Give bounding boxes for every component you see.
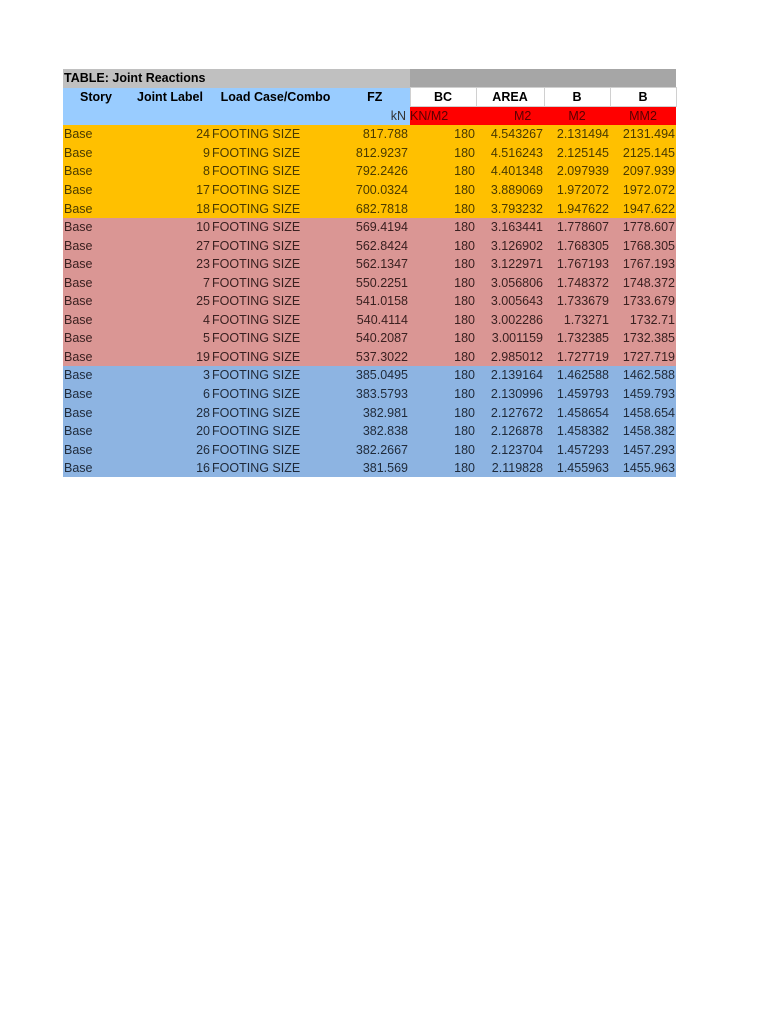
cell-load-case[interactable]: FOOTING SIZE	[211, 162, 340, 181]
cell-b-m[interactable]: 1.457293	[544, 440, 610, 459]
joint-reactions-table	[63, 69, 677, 477]
table-body	[63, 69, 676, 477]
cell-b-m[interactable]: 1.778607	[544, 218, 610, 237]
cell-b-mm[interactable]: 1727.719	[610, 348, 676, 367]
header-fz[interactable]: FZ	[340, 88, 410, 107]
cell-story[interactable]: Base	[63, 273, 129, 292]
cell-joint-label[interactable]: 18	[129, 199, 211, 218]
cell-fz[interactable]: 550.2251	[340, 273, 410, 292]
header-row	[63, 88, 676, 107]
cell-fz[interactable]: 569.4194	[340, 218, 410, 237]
cell-joint-label[interactable]: 28	[129, 403, 211, 422]
table-row	[63, 125, 676, 144]
cell-joint-label[interactable]: 17	[129, 181, 211, 200]
cell-load-case[interactable]: FOOTING SIZE	[211, 273, 340, 292]
cell-joint-label[interactable]: 19	[129, 348, 211, 367]
cell-story[interactable]: Base	[63, 385, 129, 404]
units-row	[63, 107, 676, 126]
cell-load-case[interactable]: FOOTING SIZE	[211, 311, 340, 330]
cell-b-m[interactable]: 1.458382	[544, 422, 610, 441]
cell-area[interactable]: 4.543267	[476, 125, 544, 144]
cell-b-mm[interactable]: 1457.293	[610, 440, 676, 459]
cell-joint-label[interactable]: 10	[129, 218, 211, 237]
cell-story[interactable]: Base	[63, 403, 129, 422]
cell-b-m[interactable]: 1.748372	[544, 273, 610, 292]
cell-b-m[interactable]: 1.768305	[544, 236, 610, 255]
cell-fz[interactable]: 700.0324	[340, 181, 410, 200]
table-row	[63, 236, 676, 255]
cell-bc[interactable]: 180	[410, 144, 476, 163]
cell-fz[interactable]: 792.2426	[340, 162, 410, 181]
cell-joint-label[interactable]: 25	[129, 292, 211, 311]
cell-load-case[interactable]: FOOTING SIZE	[211, 199, 340, 218]
title-filler	[410, 69, 676, 88]
cell-load-case[interactable]: FOOTING SIZE	[211, 329, 340, 348]
cell-fz[interactable]: 537.3022	[340, 348, 410, 367]
cell-story[interactable]: Base	[63, 348, 129, 367]
cell-b-m[interactable]: 1.947622	[544, 199, 610, 218]
cell-load-case[interactable]: FOOTING SIZE	[211, 366, 340, 385]
cell-b-mm[interactable]: 1732.385	[610, 329, 676, 348]
table-row	[63, 403, 676, 422]
header-joint-label[interactable]: Joint Label	[129, 88, 211, 107]
cell-story[interactable]: Base	[63, 236, 129, 255]
table-row	[63, 422, 676, 441]
cell-load-case[interactable]: FOOTING SIZE	[211, 255, 340, 274]
header-bc[interactable]: BC	[410, 88, 476, 107]
cell-b-mm[interactable]: 2125.145	[610, 144, 676, 163]
cell-b-mm[interactable]: 1768.305	[610, 236, 676, 255]
cell-joint-label[interactable]: 7	[129, 273, 211, 292]
cell-fz[interactable]: 382.838	[340, 422, 410, 441]
cell-area[interactable]: 3.793232	[476, 199, 544, 218]
cell-load-case[interactable]: FOOTING SIZE	[211, 385, 340, 404]
cell-joint-label[interactable]: 27	[129, 236, 211, 255]
cell-area[interactable]: 4.401348	[476, 162, 544, 181]
table-title: TABLE: Joint Reactions	[63, 69, 410, 88]
cell-b-mm[interactable]: 1733.679	[610, 292, 676, 311]
cell-bc[interactable]: 180	[410, 403, 476, 422]
cell-load-case[interactable]: FOOTING SIZE	[211, 181, 340, 200]
cell-story[interactable]: Base	[63, 440, 129, 459]
cell-joint-label[interactable]: 9	[129, 144, 211, 163]
cell-story[interactable]: Base	[63, 125, 129, 144]
cell-area[interactable]: 3.889069	[476, 181, 544, 200]
cell-area[interactable]: 3.056806	[476, 273, 544, 292]
unit-combo[interactable]	[211, 107, 340, 126]
cell-fz[interactable]: 682.7818	[340, 199, 410, 218]
cell-fz[interactable]: 382.981	[340, 403, 410, 422]
cell-bc[interactable]: 180	[410, 348, 476, 367]
cell-load-case[interactable]: FOOTING SIZE	[211, 459, 340, 478]
cell-area[interactable]: 2.123704	[476, 440, 544, 459]
cell-area[interactable]: 3.001159	[476, 329, 544, 348]
unit-story[interactable]	[63, 107, 129, 126]
cell-fz[interactable]: 541.0158	[340, 292, 410, 311]
cell-joint-label[interactable]: 24	[129, 125, 211, 144]
cell-story[interactable]: Base	[63, 181, 129, 200]
cell-story[interactable]: Base	[63, 292, 129, 311]
cell-area[interactable]: 2.985012	[476, 348, 544, 367]
cell-fz[interactable]: 812.9237	[340, 144, 410, 163]
table-row	[63, 162, 676, 181]
cell-b-m[interactable]: 2.097939	[544, 162, 610, 181]
table-row	[63, 199, 676, 218]
cell-joint-label[interactable]: 4	[129, 311, 211, 330]
cell-b-mm[interactable]: 1972.072	[610, 181, 676, 200]
joint-reactions-sheet	[63, 69, 676, 477]
cell-area[interactable]: 2.126878	[476, 422, 544, 441]
table-row	[63, 366, 676, 385]
table-row	[63, 459, 676, 478]
cell-b-m[interactable]: 1.727719	[544, 348, 610, 367]
table-row	[63, 440, 676, 459]
cell-b-mm[interactable]: 1767.193	[610, 255, 676, 274]
cell-fz[interactable]: 383.5793	[340, 385, 410, 404]
cell-fz[interactable]: 385.0495	[340, 366, 410, 385]
cell-load-case[interactable]: FOOTING SIZE	[211, 292, 340, 311]
cell-area[interactable]: 3.126902	[476, 236, 544, 255]
table-row	[63, 218, 676, 237]
unit-area[interactable]: M2	[476, 107, 544, 126]
cell-b-mm[interactable]: 1947.622	[610, 199, 676, 218]
cell-load-case[interactable]: FOOTING SIZE	[211, 422, 340, 441]
cell-bc[interactable]: 180	[410, 366, 476, 385]
cell-load-case[interactable]: FOOTING SIZE	[211, 218, 340, 237]
cell-bc[interactable]: 180	[410, 329, 476, 348]
cell-load-case[interactable]: FOOTING SIZE	[211, 403, 340, 422]
cell-joint-label[interactable]: 20	[129, 422, 211, 441]
cell-bc[interactable]: 180	[410, 236, 476, 255]
cell-bc[interactable]: 180	[410, 181, 476, 200]
cell-b-m[interactable]: 1.972072	[544, 181, 610, 200]
cell-b-m[interactable]: 1.459793	[544, 385, 610, 404]
cell-load-case[interactable]: FOOTING SIZE	[211, 144, 340, 163]
cell-b-m[interactable]: 2.131494	[544, 125, 610, 144]
cell-b-m[interactable]: 1.455963	[544, 459, 610, 478]
cell-area[interactable]: 3.002286	[476, 311, 544, 330]
cell-area[interactable]: 3.122971	[476, 255, 544, 274]
cell-b-mm[interactable]: 1732.71	[610, 311, 676, 330]
cell-b-m[interactable]: 1.732385	[544, 329, 610, 348]
cell-joint-label[interactable]: 16	[129, 459, 211, 478]
cell-fz[interactable]: 381.569	[340, 459, 410, 478]
cell-b-mm[interactable]: 1455.963	[610, 459, 676, 478]
title-row	[63, 69, 676, 88]
cell-load-case[interactable]: FOOTING SIZE	[211, 440, 340, 459]
cell-area[interactable]: 3.163441	[476, 218, 544, 237]
header-b-m[interactable]: B	[544, 88, 610, 107]
cell-b-mm[interactable]: 2131.494	[610, 125, 676, 144]
header-load-case[interactable]: Load Case/Combo	[211, 88, 340, 107]
cell-b-m[interactable]: 1.733679	[544, 292, 610, 311]
cell-story[interactable]: Base	[63, 162, 129, 181]
cell-load-case[interactable]: FOOTING SIZE	[211, 348, 340, 367]
cell-bc[interactable]: 180	[410, 292, 476, 311]
cell-bc[interactable]: 180	[410, 440, 476, 459]
cell-story[interactable]: Base	[63, 459, 129, 478]
cell-b-m[interactable]: 1.458654	[544, 403, 610, 422]
table-row	[63, 181, 676, 200]
unit-b-mm[interactable]: MM2	[610, 107, 676, 126]
cell-story[interactable]: Base	[63, 255, 129, 274]
cell-load-case[interactable]: FOOTING SIZE	[211, 236, 340, 255]
cell-story[interactable]: Base	[63, 218, 129, 237]
cell-joint-label[interactable]: 6	[129, 385, 211, 404]
cell-joint-label[interactable]: 26	[129, 440, 211, 459]
cell-b-mm[interactable]: 1458.654	[610, 403, 676, 422]
cell-joint-label[interactable]: 3	[129, 366, 211, 385]
cell-bc[interactable]: 180	[410, 385, 476, 404]
cell-bc[interactable]: 180	[410, 218, 476, 237]
table-row	[63, 385, 676, 404]
cell-area[interactable]: 3.005643	[476, 292, 544, 311]
header-story[interactable]: Story	[63, 88, 129, 107]
cell-joint-label[interactable]: 5	[129, 329, 211, 348]
cell-bc[interactable]: 180	[410, 125, 476, 144]
cell-area[interactable]: 2.130996	[476, 385, 544, 404]
cell-story[interactable]: Base	[63, 311, 129, 330]
cell-b-mm[interactable]: 1778.607	[610, 218, 676, 237]
table-row	[63, 329, 676, 348]
cell-area[interactable]: 2.139164	[476, 366, 544, 385]
cell-load-case[interactable]: FOOTING SIZE	[211, 125, 340, 144]
cell-story[interactable]: Base	[63, 366, 129, 385]
cell-b-m[interactable]: 1.767193	[544, 255, 610, 274]
unit-bc[interactable]: KN/M2	[410, 107, 476, 126]
unit-fz[interactable]: kN	[340, 107, 410, 126]
cell-b-m[interactable]: 1.462588	[544, 366, 610, 385]
cell-bc[interactable]: 180	[410, 255, 476, 274]
header-b-mm[interactable]: B	[610, 88, 676, 107]
cell-story[interactable]: Base	[63, 422, 129, 441]
cell-bc[interactable]: 180	[410, 422, 476, 441]
cell-story[interactable]: Base	[63, 144, 129, 163]
cell-fz[interactable]: 562.8424	[340, 236, 410, 255]
cell-joint-label[interactable]: 23	[129, 255, 211, 274]
cell-bc[interactable]: 180	[410, 199, 476, 218]
unit-b-m[interactable]: M2	[544, 107, 610, 126]
cell-fz[interactable]: 540.2087	[340, 329, 410, 348]
cell-b-mm[interactable]: 1459.793	[610, 385, 676, 404]
header-area[interactable]: AREA	[476, 88, 544, 107]
table-row	[63, 292, 676, 311]
cell-bc[interactable]: 180	[410, 459, 476, 478]
table-row	[63, 311, 676, 330]
cell-area[interactable]: 4.516243	[476, 144, 544, 163]
cell-fz[interactable]: 817.788	[340, 125, 410, 144]
cell-b-mm[interactable]: 1748.372	[610, 273, 676, 292]
cell-b-m[interactable]: 2.125145	[544, 144, 610, 163]
cell-fz[interactable]: 562.1347	[340, 255, 410, 274]
cell-joint-label[interactable]: 8	[129, 162, 211, 181]
cell-story[interactable]: Base	[63, 329, 129, 348]
cell-bc[interactable]: 180	[410, 162, 476, 181]
cell-bc[interactable]: 180	[410, 311, 476, 330]
cell-story[interactable]: Base	[63, 199, 129, 218]
table-row	[63, 144, 676, 163]
cell-b-mm[interactable]: 1458.382	[610, 422, 676, 441]
cell-b-m[interactable]: 1.73271	[544, 311, 610, 330]
cell-fz[interactable]: 382.2667	[340, 440, 410, 459]
cell-bc[interactable]: 180	[410, 273, 476, 292]
cell-area[interactable]: 2.127672	[476, 403, 544, 422]
table-row	[63, 255, 676, 274]
cell-area[interactable]: 2.119828	[476, 459, 544, 478]
table-row	[63, 273, 676, 292]
cell-b-mm[interactable]: 1462.588	[610, 366, 676, 385]
table-row	[63, 348, 676, 367]
cell-fz[interactable]: 540.4114	[340, 311, 410, 330]
unit-joint[interactable]	[129, 107, 211, 126]
cell-b-mm[interactable]: 2097.939	[610, 162, 676, 181]
